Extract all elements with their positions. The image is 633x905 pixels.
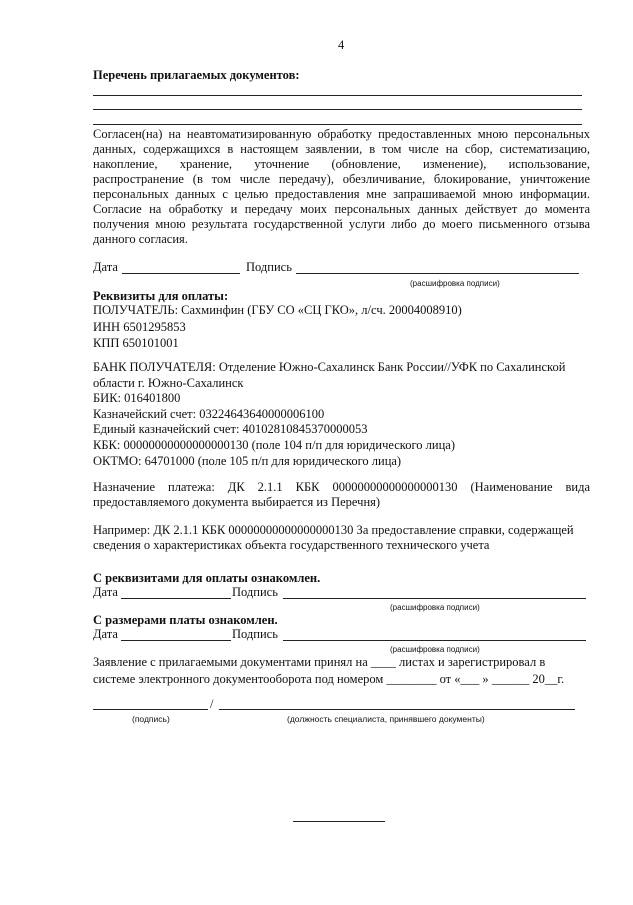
ack2-date-label: Дата (93, 627, 118, 641)
bank-line: ОКТМО: 64701000 (поле 105 п/п для юридического лица) (93, 453, 402, 468)
purpose-block (93, 480, 590, 510)
ack2-sign-line (283, 640, 586, 641)
receipt-line-1: Заявление с прилагаемыми документами принял на ____ листах и зарегистрировал в (93, 655, 546, 669)
bank-line: БИК: 016401800 (93, 391, 181, 406)
ack1-date-label: Дата (93, 585, 118, 599)
consent-line: получения мною результата государственной услуги либо до моего письменного отзыва (93, 217, 590, 231)
receipt-line-2: системе электронного документооборота под номером ________ от «___ » ______ 20__г. (93, 672, 565, 686)
purpose-line: предоставляемого документа выбирается из Перечня) (93, 495, 381, 509)
consent-line: распространение (в том числе передачу), обезличивание, блокирование, уничтожение (93, 172, 590, 186)
sign1-sign-line (296, 273, 579, 274)
page-number: 4 (338, 38, 345, 52)
payment-heading: Реквизиты для оплаты: (93, 289, 229, 303)
bottom-sign-line (93, 709, 208, 710)
ack1-sign-label: Подпись (232, 585, 278, 599)
bottom-position-line (219, 709, 575, 710)
ack1-sign-line (283, 598, 586, 599)
consent-line: данных, содержащихся в настоящем заявлении, в том числе на сбор, систематизацию, (93, 142, 590, 156)
sign1-caption: (расшифровка подписи) (410, 279, 500, 288)
ack2-heading: С размерами платы ознакомлен. (93, 613, 278, 627)
sign1-sign-label: Подпись (246, 260, 292, 274)
bank-line: БАНК ПОЛУЧАТЕЛЯ: Отделение Южно-Сахалинск Банк России//УФК по Сахалинской (93, 360, 566, 374)
recipient-line: КПП 650101001 (93, 336, 179, 350)
recipient-line: ИНН 6501295853 (93, 319, 186, 334)
consent-line: данного согласия. (93, 232, 188, 246)
docs-line-2 (93, 109, 582, 110)
bank-block (93, 360, 565, 469)
recipient-line: ПОЛУЧАТЕЛЬ: Сахминфин (ГБУ СО «СЦ ГКО», л/сч. 20004008910) (93, 303, 462, 317)
example-block (93, 523, 574, 553)
docs-heading: Перечень прилагаемых документов: (93, 68, 300, 82)
bottom-caption-position: (должность специалиста, принявшего документы) (287, 714, 485, 724)
consent-line: накопление, хранение, уточнение (обновление, изменение), использование, (93, 157, 590, 171)
footer-separator (293, 821, 385, 822)
bottom-caption-sign: (подпись) (132, 714, 170, 724)
bank-line: Единый казначейский счет: 40102810845370000053 (93, 422, 368, 437)
ack2-sign-label: Подпись (232, 627, 278, 641)
bank-line: Казначейский счет: 03224643640000006100 (93, 406, 325, 421)
purpose-line: Назначение платежа: ДК 2.1.1 КБК 00000000000000000130 (Наименование вида (93, 480, 590, 494)
ack1-heading: С реквизитами для оплаты ознакомлен. (93, 571, 321, 585)
example-line: сведения о характеристиках объекта государственного технического учета (93, 538, 490, 552)
ack1-date-line (121, 598, 231, 599)
consent-line: Согласие на обработку и передачу моих персональных данных действует до момента (93, 202, 590, 216)
bank-line: области г. Южно-Сахалинск (93, 375, 244, 390)
recipient-block (93, 302, 462, 352)
sign1-date-line (122, 273, 240, 274)
consent-line: персональных данных с целью предоставления мне запрашиваемой мною информации. (93, 187, 590, 201)
bank-line: КБК: 00000000000000000130 (поле 104 п/п для юридического лица) (93, 437, 455, 452)
bottom-slash: / (210, 697, 214, 711)
docs-line-1 (93, 95, 582, 96)
ack2-date-line (121, 640, 231, 641)
ack2-caption: (расшифровка подписи) (390, 645, 480, 654)
ack1-caption: (расшифровка подписи) (390, 603, 480, 612)
consent-line: Согласен(на) на неавтоматизированную обработку предоставленных мною персональных (93, 127, 590, 141)
consent-paragraph (93, 127, 590, 247)
docs-line-3 (93, 124, 582, 125)
example-line: Например: ДК 2.1.1 КБК 00000000000000000130 За предоставление справки, содержащей (93, 523, 574, 537)
sign1-date-label: Дата (93, 260, 118, 274)
